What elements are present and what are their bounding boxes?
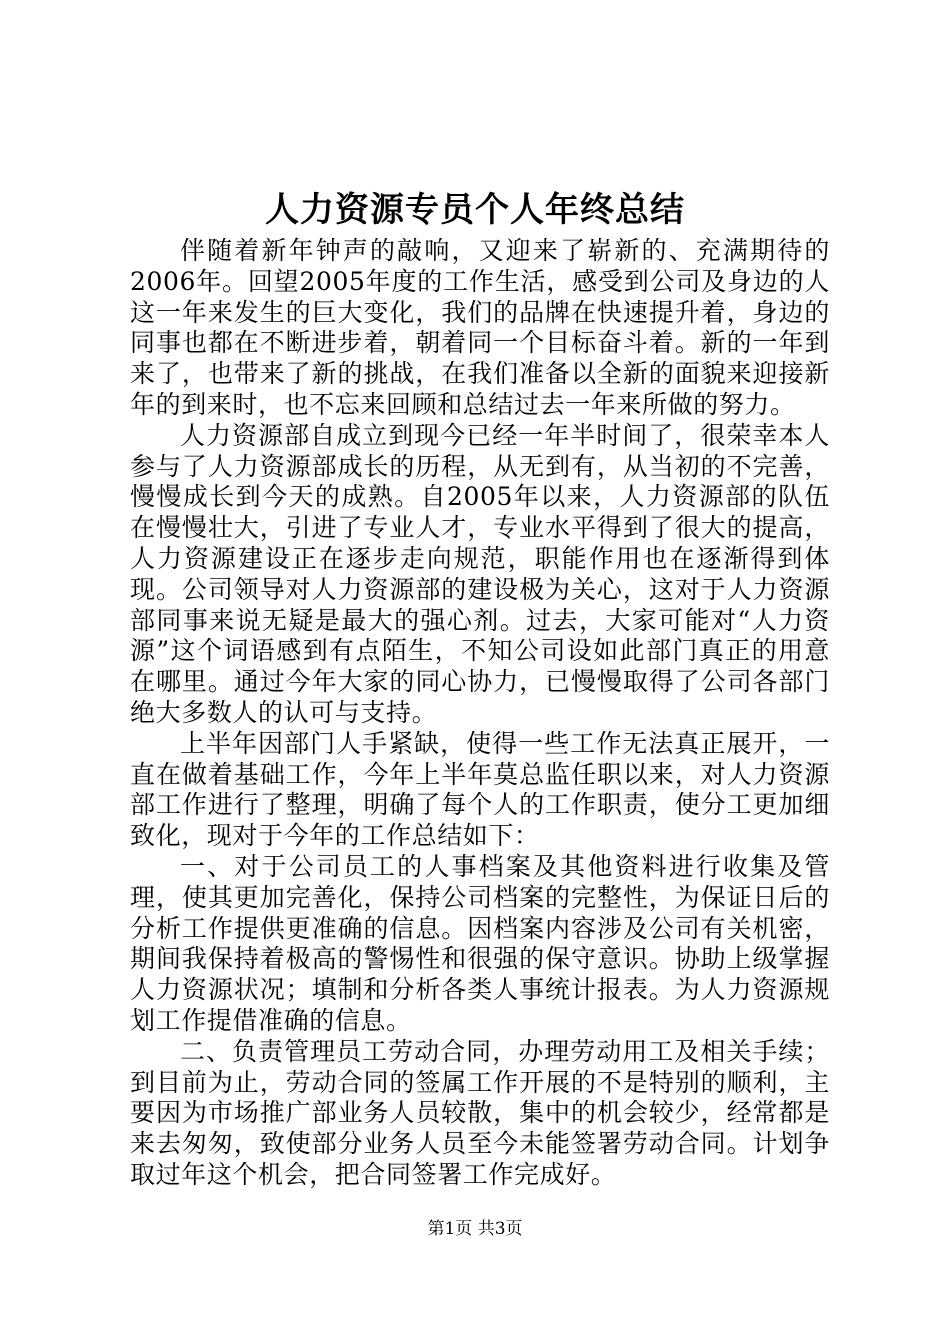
paragraph-2: 人力资源部自成立到现今已经一年半时间了，很荣幸本人参与了人力资源部成长的历程，从无到有，从当初的不完善，慢慢成长到今天的成熟。自2005年以来，人力资源部的队伍在慢慢壮大，引进了专业人才，专业水平得到了很大的提高，人力资源建设正在逐步走向规范，职能作用也在逐渐得到体现。公司领导对人力资源部的建设极为关心，这对于人力资源部同事来说无疑是最大的强心剂。过去，大家可能对“人力资源”这个词语感到有点陌生，不知公司设如此部门真正的用意在哪里。通过今年大家的同心协力，已慢慢取得了公司各部门绝大多数人的认可与支持。 — [130, 420, 830, 727]
paragraph-4: 一、对于公司员工的人事档案及其他资料进行收集及管理，使其更加完善化，保持公司档案的完整性，为保证日后的分析工作提供更准确的信息。因档案内容涉及公司有关机密，期间我保持着极高的警惕性和很强的保守意识。协助上级掌握人力资源状况；填制和分析各类人事统计报表。为人力资源规划工作提借准确的信息。 — [130, 851, 830, 1035]
paragraph-5: 二、负责管理员工劳动合同，办理劳动用工及相关手续；到目前为止，劳动合同的签属工作开展的不是特别的顺利，主要因为市场推广部业务人员较散，集中的机会较少，经常都是来去匆匆，致使部分业务人员至今未能签署劳动合同。计划争取过年这个机会，把合同签署工作完成好。 — [130, 1036, 830, 1189]
paragraph-1: 伴随着新年钟声的敲响，又迎来了崭新的、充满期待的2006年。回望2005年度的工作生活，感受到公司及身边的人这一年来发生的巨大变化，我们的品牌在快速提升着，身边的同事也都在不断进步着，朝着同一个目标奋斗着。新的一年到来了，也带来了新的挑战，在我们准备以全新的面貌来迎接新年的到来时，也不忘来回顾和总结过去一年来所做的努力。 — [130, 236, 830, 419]
document-body — [130, 236, 830, 1191]
page-footer: 第1页 共3页 — [427, 1219, 523, 1239]
paragraph-3: 上半年因部门人手紧缺，使得一些工作无法真正展开，一直在做着基础工作，今年上半年莫总监任职以来，对人力资源部工作进行了整理，明确了每个人的工作职责，使分工更加细致化，现对于今年的工作总结如下： — [130, 728, 830, 851]
document-title: 人力资源专员个人年终总结 — [265, 190, 685, 230]
